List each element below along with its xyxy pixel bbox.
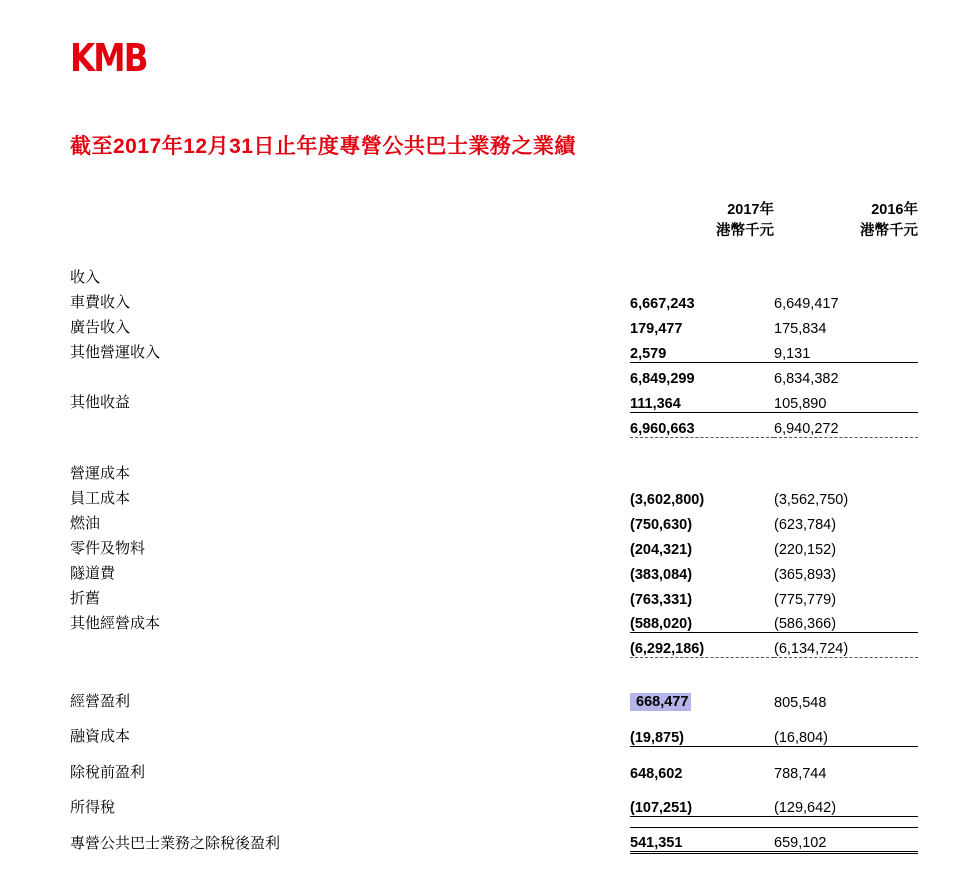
table-spacer-row bbox=[70, 437, 918, 458]
value-2016: (586,366) bbox=[774, 608, 918, 633]
value-2017: (588,020) bbox=[630, 608, 774, 633]
row-label: 隧道費 bbox=[70, 564, 116, 582]
value-2017: 648,602 bbox=[630, 765, 683, 782]
table-row bbox=[70, 262, 918, 287]
value-2016 bbox=[774, 262, 918, 287]
highlighted-value: 668,477 bbox=[630, 693, 691, 711]
table-body bbox=[70, 242, 918, 853]
spacer-cell bbox=[70, 746, 630, 757]
spacer-cell bbox=[70, 782, 630, 792]
value-2016: (365,893) bbox=[774, 566, 837, 583]
table-row bbox=[70, 508, 918, 533]
table-row bbox=[70, 387, 918, 412]
header-blank bbox=[70, 200, 630, 242]
value-2016: 175,834 bbox=[774, 321, 827, 338]
spacer-cell bbox=[630, 711, 774, 721]
value-2016: (775,779) bbox=[774, 591, 837, 608]
value-2017: 541,351 bbox=[630, 828, 774, 853]
value-2017: (383,084) bbox=[630, 566, 693, 583]
table-row bbox=[70, 757, 918, 782]
spacer-cell bbox=[70, 711, 630, 721]
row-label bbox=[70, 362, 630, 387]
spacer-cell bbox=[630, 817, 774, 828]
table-row bbox=[70, 608, 918, 633]
value-2016: 6,940,272 bbox=[774, 412, 918, 437]
table-row bbox=[70, 828, 918, 853]
table-spacer-row bbox=[70, 658, 918, 687]
value-2016: (16,804) bbox=[774, 721, 918, 746]
value-2017: 6,849,299 bbox=[630, 362, 774, 387]
table-row bbox=[70, 458, 918, 483]
table-row bbox=[70, 287, 918, 312]
table-spacer-row bbox=[70, 711, 918, 721]
value-2017 bbox=[630, 458, 774, 483]
value-2016: (129,642) bbox=[774, 792, 918, 817]
row-label: 其他經營成本 bbox=[70, 614, 161, 632]
table-row bbox=[70, 792, 918, 817]
value-2016: 788,744 bbox=[774, 765, 827, 782]
value-2017 bbox=[630, 262, 774, 287]
table-row bbox=[70, 337, 918, 362]
row-label: 經營盈利 bbox=[70, 693, 131, 711]
table-spacer-row bbox=[70, 782, 918, 792]
kmb-logo-text: KMB bbox=[70, 36, 147, 80]
header-2017-unit: 港幣千元 bbox=[716, 223, 774, 240]
table-row bbox=[70, 362, 918, 387]
value-2017: 111,364 bbox=[630, 387, 774, 412]
value-2017: (763,331) bbox=[630, 591, 693, 608]
value-2016: 9,131 bbox=[774, 337, 918, 362]
row-label: 車費收入 bbox=[70, 294, 131, 312]
spacer-cell bbox=[70, 658, 630, 687]
value-2016: (220,152) bbox=[774, 541, 837, 558]
row-label: 專營公共巴士業務之除稅後盈利 bbox=[70, 834, 281, 852]
spacer-cell bbox=[630, 437, 774, 458]
table-spacer-row bbox=[70, 746, 918, 757]
value-2016: 659,102 bbox=[774, 828, 918, 853]
row-label: 員工成本 bbox=[70, 489, 131, 507]
spacer-cell bbox=[70, 242, 630, 262]
spacer-cell bbox=[774, 746, 918, 757]
row-label: 收入 bbox=[70, 269, 101, 287]
row-label: 廣告收入 bbox=[70, 319, 131, 337]
value-2017 bbox=[630, 686, 774, 711]
value-2016: (623,784) bbox=[774, 516, 837, 533]
page-title: 截至2017年12月31日止年度專營公共巴士業務之業績 bbox=[70, 135, 576, 158]
value-2017: (19,875) bbox=[630, 721, 774, 746]
table-row bbox=[70, 533, 918, 558]
value-2017: 6,667,243 bbox=[630, 296, 695, 313]
table-row bbox=[70, 558, 918, 583]
table-spacer-row bbox=[70, 817, 918, 828]
header-col-2017 bbox=[630, 200, 774, 242]
spacer-cell bbox=[70, 817, 630, 828]
value-2016: 805,548 bbox=[774, 695, 827, 712]
header-2017-year: 2017年 bbox=[727, 202, 774, 218]
row-label: 零件及物料 bbox=[70, 539, 146, 557]
value-2016: 105,890 bbox=[774, 387, 918, 412]
table-row bbox=[70, 633, 918, 658]
row-label bbox=[70, 633, 630, 658]
value-2017: 6,960,663 bbox=[630, 412, 774, 437]
table-header-row bbox=[70, 200, 918, 242]
value-2017: 2,579 bbox=[630, 337, 774, 362]
row-label: 折舊 bbox=[70, 589, 101, 607]
spacer-cell bbox=[70, 437, 630, 458]
spacer-cell bbox=[774, 437, 918, 458]
row-label: 其他營運收入 bbox=[70, 344, 161, 362]
spacer-cell bbox=[774, 782, 918, 792]
table-spacer-row bbox=[70, 242, 918, 262]
value-2016: (3,562,750) bbox=[774, 491, 849, 508]
value-2016: 6,834,382 bbox=[774, 362, 918, 387]
table-row bbox=[70, 412, 918, 437]
spacer-cell bbox=[630, 746, 774, 757]
value-2017: (750,630) bbox=[630, 516, 693, 533]
table-row bbox=[70, 312, 918, 337]
value-2017: (107,251) bbox=[630, 792, 774, 817]
table-row bbox=[70, 483, 918, 508]
spacer-cell bbox=[630, 782, 774, 792]
spacer-cell bbox=[774, 817, 918, 828]
value-2017: 179,477 bbox=[630, 321, 683, 338]
row-label: 融資成本 bbox=[70, 728, 131, 746]
value-2016 bbox=[774, 458, 918, 483]
row-label bbox=[70, 412, 630, 437]
header-col-2016 bbox=[774, 200, 918, 242]
header-2016-year: 2016年 bbox=[871, 202, 918, 218]
spacer-cell bbox=[630, 658, 774, 687]
value-2017: (3,602,800) bbox=[630, 491, 705, 508]
spacer-cell bbox=[774, 711, 918, 721]
row-label: 除稅前盈利 bbox=[70, 763, 146, 781]
spacer-cell bbox=[774, 242, 918, 262]
row-label: 營運成本 bbox=[70, 464, 131, 482]
spacer-cell bbox=[774, 658, 918, 687]
row-label: 其他收益 bbox=[70, 394, 131, 412]
value-2016: 6,649,417 bbox=[774, 296, 839, 313]
spacer-cell bbox=[630, 242, 774, 262]
row-label: 燃油 bbox=[70, 514, 101, 532]
table-row bbox=[70, 583, 918, 608]
value-2017: (204,321) bbox=[630, 541, 693, 558]
table-row bbox=[70, 686, 918, 711]
value-2017: (6,292,186) bbox=[630, 633, 774, 658]
header-2016-unit: 港幣千元 bbox=[860, 223, 918, 240]
table-row bbox=[70, 721, 918, 746]
row-label: 所得稅 bbox=[70, 798, 116, 816]
financial-results-table bbox=[70, 200, 918, 854]
value-2016: (6,134,724) bbox=[774, 633, 918, 658]
kmb-logo bbox=[70, 38, 151, 78]
